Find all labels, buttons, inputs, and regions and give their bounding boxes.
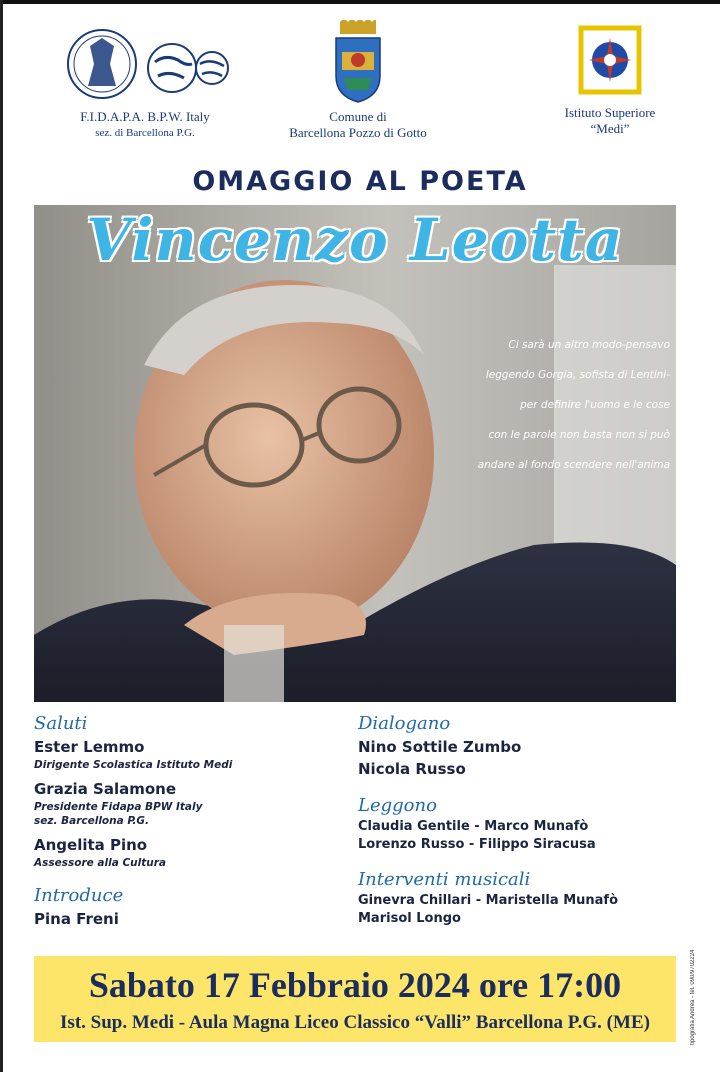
date-place-banner — [34, 956, 676, 1042]
speaker-role: Presidente Fidapa BPW Italy — [34, 801, 203, 813]
quote-line: andare al fondo scendere nell'anima — [477, 459, 670, 471]
readers-line: Lorenzo Russo - Filippo Siracusa — [358, 837, 596, 852]
comune-label: Comune di — [329, 109, 387, 124]
medi-emblem-icon — [575, 24, 645, 100]
fidapa-section: sez. di Barcellona P.G. — [95, 127, 195, 139]
poet-name: Vincenzo Leotta — [86, 206, 624, 274]
speaker-name: Angelita Pino — [34, 836, 148, 854]
readers-line: Claudia Gentile - Marco Munafò — [358, 819, 589, 834]
coat-of-arms-icon — [328, 20, 388, 104]
dialogue-name: Nicola Russo — [358, 760, 466, 778]
comune-logo-block — [268, 20, 448, 141]
printer-note: tipografia Andrea - tel. 090/9702224 — [690, 949, 696, 1045]
dialogue-name: Nino Sottile Zumbo — [358, 738, 522, 756]
introducer-name: Pina Freni — [34, 910, 119, 928]
quote-line: Ci sarà un altro modo-pensavo — [508, 339, 670, 351]
program-left-column — [34, 712, 334, 930]
saluti-title: Saluti — [34, 713, 88, 734]
medi-name: “Medi” — [590, 121, 630, 136]
left-border — [0, 0, 3, 1072]
medi-label: Istituto Superiore — [564, 105, 656, 120]
program-right-column — [358, 712, 688, 928]
quote-line: con le parole non basta non si può — [488, 429, 670, 441]
fidapa-emblem-icon — [60, 24, 230, 104]
quote-line: leggendo Gorgia, sofista di Lentini- — [485, 369, 670, 381]
event-date: Sabato 17 Febbraio 2024 ore 17:00 — [88, 965, 622, 1005]
dialogano-title: Dialogano — [358, 713, 451, 734]
musica-title: Interventi musicali — [358, 869, 531, 890]
speaker-role: Assessore alla Cultura — [34, 857, 166, 869]
speaker-role: Dirigente Scolastica Istituto Medi — [34, 759, 233, 771]
leggono-title: Leggono — [358, 795, 437, 816]
fidapa-name: F.I.D.A.P.A. B.P.W. Italy — [80, 109, 210, 124]
speaker-name: Ester Lemmo — [34, 738, 145, 756]
fidapa-logo-block — [55, 24, 235, 141]
introduce-title: Introduce — [34, 885, 124, 906]
musicians-line: Marisol Longo — [358, 911, 461, 926]
poem-quote — [440, 330, 690, 480]
speaker-name: Grazia Salamone — [34, 780, 177, 798]
speaker-role: sez. Barcellona P.G. — [34, 815, 149, 827]
kicker-title: OMAGGIO AL POETA — [192, 166, 528, 197]
medi-logo-block — [530, 24, 690, 137]
musicians-line: Ginevra Chillari - Maristella Munafò — [358, 893, 618, 908]
top-border — [0, 0, 720, 4]
quote-line: per definire l'uomo e le cose — [520, 399, 670, 411]
comune-name: Barcellona Pozzo di Gotto — [289, 125, 427, 140]
event-place: Ist. Sup. Medi - Aula Magna Liceo Classico “Valli” Barcellona P.G. (ME) — [60, 1012, 650, 1033]
